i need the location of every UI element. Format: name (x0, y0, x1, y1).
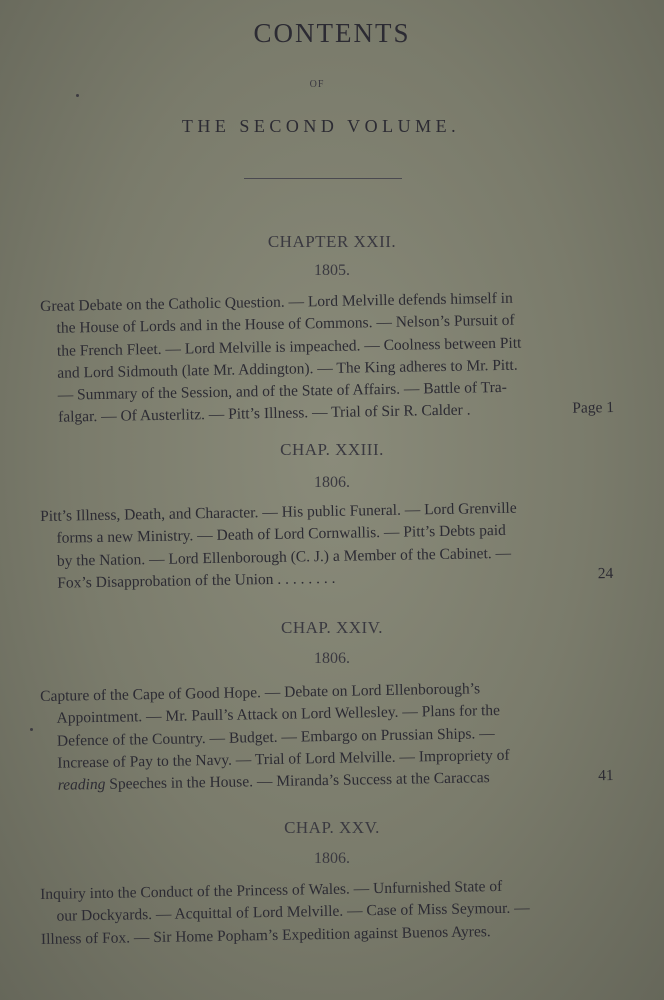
summary-line: Defence of the Country. — Budget. — Embargo on Prussian Ships. — (56, 724, 495, 750)
chapter-heading: CHAP. XXIV. (280, 618, 383, 637)
summary-line: the House of Lords and in the House of Commons. — Nelson’s Pursuit of (56, 312, 515, 338)
chapter-summary (40, 874, 613, 951)
page-title: CONTENTS (253, 18, 411, 48)
summary-line: our Dockyards. — Acquittal of Lord Melville. — Case of Miss Seymour. — (56, 899, 530, 926)
summary-line: Capture of the Cape of Good Hope. — Debate on Lord Ellenborough’s (40, 680, 481, 705)
ink-speck (30, 728, 33, 731)
summary-line: Appointment. — Mr. Paull’s Attack on Lord Wellesley. — Plans for the (56, 702, 501, 728)
summary-line-text: Speeches in the House. — Miranda’s Success at the Caraccas (105, 769, 490, 794)
summary-line: Inquiry into the Conduct of the Princess of Wales. — Unfurnished State of (40, 877, 503, 903)
page-reference: 41 (598, 767, 614, 785)
chapter-year: 1806. (314, 650, 350, 667)
chapter-year: 1806. (314, 850, 350, 867)
summary-line: Illness of Fox. — Sir Home Popham’s Expedition against Buenos Ayres. (40, 922, 491, 948)
summary-line-text: falgar. — Of Austerlitz. — Pitt’s Illness. — Trial of Sir R. Calder . (57, 401, 471, 427)
chapter-year: 1806. (314, 474, 350, 491)
summary-line: by the Nation. — Lord Ellenborough (C. J.) a Member of the Cabinet. — (56, 544, 512, 570)
summary-line: and Lord Sidmouth (late Mr. Addington). — The King adheres to Mr. Pitt. (57, 356, 518, 382)
volume-subtitle: THE SECOND VOLUME. (181, 116, 461, 136)
chapter-summary (40, 676, 614, 797)
summary-line: Pitt’s Illness, Death, and Character. — His public Funeral. — Lord Grenville (40, 499, 517, 525)
chapter-heading: CHAP. XXIII. (280, 440, 384, 459)
page-reference: 24 (597, 564, 614, 583)
summary-line: Increase of Pay to the Navy. — Trial of Lord Melville. — Impropriety of (57, 746, 510, 772)
summary-line: the French Fleet. — Lord Melville is impeached. — Coolness between Pitt (56, 334, 522, 360)
chapter-summary (40, 286, 614, 430)
of-label: OF (309, 79, 325, 90)
italic-word: reading (57, 776, 106, 794)
summary-line: — Summary of the Session, and of the State of Affairs. — Battle of Tra- (57, 379, 507, 404)
page-reference: Page 1 (572, 399, 615, 418)
chapter-heading: CHAP. XXV. (284, 818, 380, 837)
summary-line-text: Fox’s Disapprobation of the Union . . . . . . . . (57, 569, 336, 592)
chapter-heading: CHAPTER XXII. (267, 232, 397, 251)
divider-rule (244, 178, 402, 179)
summary-line: Great Debate on the Catholic Question. — Lord Melville defends himself in (40, 289, 513, 315)
ink-speck (76, 94, 79, 97)
summary-line: forms a new Ministry. — Death of Lord Cornwallis. — Pitt’s Debts paid (56, 522, 506, 548)
chapter-summary (40, 496, 613, 595)
chapter-year: 1805. (314, 262, 350, 279)
